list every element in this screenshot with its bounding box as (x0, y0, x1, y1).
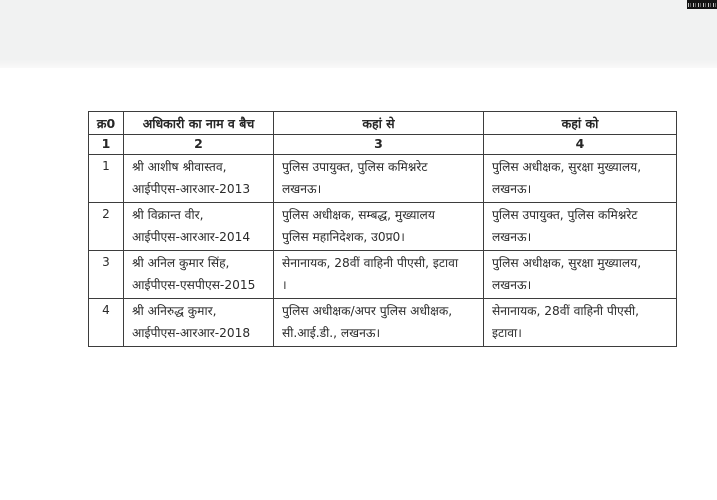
corner-watermark-badge (687, 0, 717, 9)
from-posting-line: सी.आई.डी., लखनऊ। (282, 326, 381, 340)
table-row (89, 155, 677, 203)
table-row (89, 203, 677, 251)
from-posting-cell (274, 155, 484, 203)
from-posting-line: । (282, 278, 287, 292)
to-posting-cell (484, 155, 677, 203)
officer-name-line: श्री विक्रान्त वीर, (132, 208, 204, 222)
to-posting-cell (484, 251, 677, 299)
col-header-from: कहां से (274, 112, 484, 135)
col-header-sno: क्र0 (89, 112, 124, 135)
serial-number: 4 (89, 299, 124, 347)
to-posting-line: लखनऊ। (492, 182, 532, 196)
to-posting-line: लखनऊ। (492, 278, 532, 292)
serial-number: 2 (89, 203, 124, 251)
column-number: 2 (124, 135, 274, 155)
officer-name-line: श्री अनिरुद्ध कुमार, (132, 304, 217, 318)
to-posting-cell (484, 299, 677, 347)
officer-name-cell (124, 299, 274, 347)
to-posting-cell (484, 203, 677, 251)
table-header-row (89, 112, 677, 135)
watermark-illegible-text (688, 3, 716, 7)
from-posting-cell (274, 299, 484, 347)
to-posting-line: पुलिस अधीक्षक, सुरक्षा मुख्यालय, (492, 160, 642, 174)
from-posting-line: पुलिस अधीक्षक/अपर पुलिस अधीक्षक, (282, 304, 453, 318)
officer-batch-line: आईपीएस-आरआर-2014 (132, 230, 251, 244)
col-header-name-batch: अधिकारी का नाम व बैच (124, 112, 274, 135)
column-number: 1 (89, 135, 124, 155)
officer-name-line: श्री आशीष श्रीवास्तव, (132, 160, 227, 174)
from-posting-line: सेनानायक, 28वीं वाहिनी पीएसी, इटावा (282, 256, 459, 270)
officer-name-line: श्री अनिल कुमार सिंह, (132, 256, 230, 270)
officer-name-cell (124, 251, 274, 299)
officer-batch-line: आईपीएस-आरआर-2018 (132, 326, 251, 340)
to-posting-line: पुलिस उपायुक्त, पुलिस कमिश्नरेट (492, 208, 638, 222)
column-number-row (89, 135, 677, 155)
officer-batch-line: आईपीएस-एसपीएस-2015 (132, 278, 256, 292)
col-header-to: कहां को (484, 112, 677, 135)
column-number: 4 (484, 135, 677, 155)
to-posting-line: इटावा। (492, 326, 522, 340)
from-posting-cell (274, 203, 484, 251)
to-posting-line: पुलिस अधीक्षक, सुरक्षा मुख्यालय, (492, 256, 642, 270)
officer-name-cell (124, 203, 274, 251)
officer-batch-line: आईपीएस-आरआर-2013 (132, 182, 251, 196)
from-posting-line: पुलिस महानिदेशक, उ0प्र0। (282, 230, 405, 244)
to-posting-line: लखनऊ। (492, 230, 532, 244)
from-posting-cell (274, 251, 484, 299)
column-number: 3 (274, 135, 484, 155)
from-posting-line: पुलिस उपायुक्त, पुलिस कमिश्नरेट (282, 160, 428, 174)
from-posting-line: लखनऊ। (282, 182, 322, 196)
serial-number: 3 (89, 251, 124, 299)
table-row (89, 299, 677, 347)
from-posting-line: पुलिस अधीक्षक, सम्बद्ध, मुख्यालय (282, 208, 435, 222)
officer-name-cell (124, 155, 274, 203)
page-top-gray-band (0, 0, 717, 68)
officer-transfer-table (88, 111, 677, 347)
serial-number: 1 (89, 155, 124, 203)
to-posting-line: सेनानायक, 28वीं वाहिनी पीएसी, (492, 304, 640, 318)
table-row (89, 251, 677, 299)
